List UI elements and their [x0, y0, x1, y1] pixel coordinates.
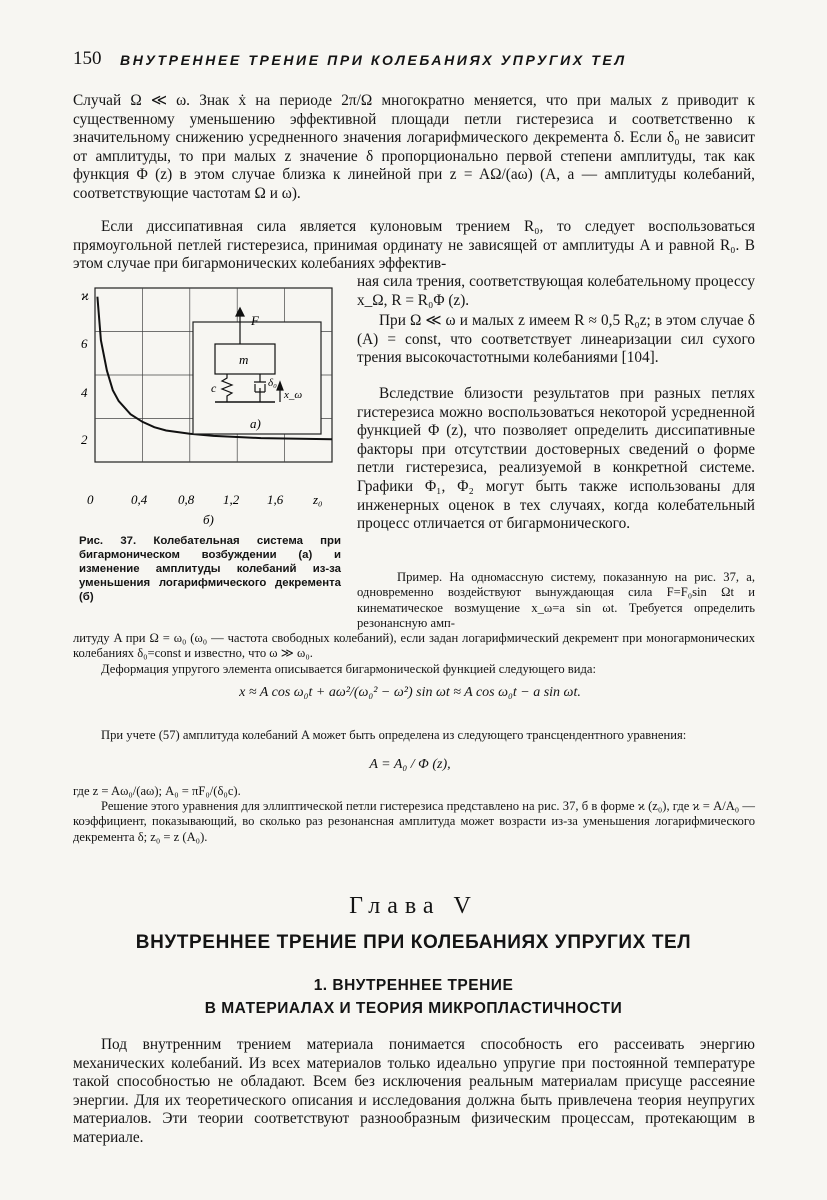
page-number: 150	[73, 48, 102, 69]
figure-part-a-label: a)	[250, 416, 261, 431]
y-tick-4: 4	[81, 385, 88, 400]
chapter-title: ВНУТРЕННЕЕ ТРЕНИЕ ПРИ КОЛЕБАНИЯХ УПРУГИХ ТЕЛ	[135, 932, 692, 953]
force-label: F	[251, 313, 259, 328]
example-continued: литуду A при Ω = ω₀ (ω₀ — частота свободных колебаний), если задан логарифмический декремент при моногармонических колебаниях δ₀=const и известно, что ω ≫ ω₀.	[73, 631, 755, 661]
example-where: где z = Aω₀/(aω); A₀ = πF₀/(δ₀c).	[73, 784, 241, 798]
figure-part-b-label: б)	[203, 512, 214, 527]
example-deformation: Деформация упругого элемента описывается бигармонической функцией следующего вида:	[101, 662, 596, 676]
example-solution: Решение этого уравнения для эллиптической петли гистерезиса представлено на рис. 37, б в форме ϰ (z₀), где ϰ = A/A₀ — коэффициент, показывающий, во сколько раз резонансная амплитуда может возрасти из-за уменьшения логарифмического декремента δ; z₀ = z (A₀).	[73, 799, 755, 844]
x-tick-0-4: 0,4	[131, 492, 148, 507]
equation-amplitude: A = A₀ / Φ (z),	[369, 757, 451, 772]
example-transcendental: При учете (57) амплитуда колебаний A может быть определена из следующего трансцендентного уравнения:	[101, 728, 687, 742]
figure-caption: Рис. 37. Колебательная система при бигармоническом возбуждении (a) и изменение амплитуды колебаний из-за уменьшения логарифмического декремента (б)	[79, 535, 341, 603]
x-tick-0: 0	[87, 492, 94, 507]
chapter-label: Глава V	[349, 893, 478, 919]
x-axis-label: z₀	[313, 492, 323, 507]
paragraph-small-z: При Ω ≪ ω и малых z имеем R ≈ 0,5 R₀z; в этом случае δ (A) = const, что соответствует линеаризации сил сухого трения высокочастотными колебаниями [104].	[357, 312, 755, 367]
y-axis-label: ϰ	[81, 289, 89, 304]
spring-label: c	[211, 381, 217, 395]
figure-37	[75, 282, 350, 532]
kinematic-label: x_ω	[284, 389, 303, 401]
equation-deformation: x ≈ A cos ω₀t + aω²/(ω₀² − ω²) sin ωt ≈ A cos ω₀t − a sin ωt.	[239, 685, 581, 700]
running-title: ВНУТРЕННЕЕ ТРЕНИЕ ПРИ КОЛЕБАНИЯХ УПРУГИХ ТЕЛ	[120, 52, 627, 68]
paragraph-coulomb: Если диссипативная сила является кулоновым трением R₀, то следует воспользоваться прямоугольной петлей гистерезиса, принимая ординату не зависящей от амплитуды A и равной R₀. В этом случае при бигармонических колебаниях эффектив-	[73, 218, 755, 273]
section-title-line1: 1. ВНУТРЕННЕЕ ТРЕНИЕ	[313, 977, 514, 994]
example-intro: Пример. На одномассную систему, показанную на рис. 37, a, одновременно воздействуют вынуждающая сила F=F₀sin Ωt и кинематическое возмущение x_ω=a sin ωt. Требуется определить резонансную амп-	[357, 570, 755, 631]
x-tick-0-8: 0,8	[178, 492, 195, 507]
paragraph-averaged: Вследствие близости результатов при разных петлях гистерезиса можно воспользоваться некоторой усредненной функцией Φ (z), что позволяет определить диссипативные факторы при отсутствии достоверных сведений о форме петли гистерезиса, реализуемой в конкретной системе. Графики Φ₁, Φ₂ могут быть также использованы для инженерных оценок в тех случаях, когда колебательный процесс отличается от бигармонического.	[357, 385, 755, 533]
x-tick-1-2: 1,2	[223, 492, 240, 507]
y-tick-2: 2	[81, 432, 88, 447]
damper-label: δ₀	[268, 377, 277, 389]
paragraph-case-omega: Случай Ω ≪ ω. Знак ẋ на периоде 2π/Ω многократно меняется, что при малых z приводит к существенному уменьшению эффективной площади петли гистерезиса и соответственно к значительному снижению усредненного значения логарифмического декремента δ. Если δ₀ не зависит от амплитуды, то при малых z значение δ пропорционально первой степени амплитуды, так как функция Φ (z) в этом случае близка к линейной при z = AΩ/(aω) (A, a — амплитуды колебаний, соответствующие частотам Ω и ω).	[73, 92, 755, 202]
paragraph-internal-friction: Под внутренним трением материала понимается способность его рассеивать энергию механических колебаний. Из всех материалов только идеально упругие при постоянной температуре такой способностью не обладают. Всем без исключения реальным материалам присуще рассеяние энергии. Для их теоретического описания и исследования должна быть привлечена теория неупругих материалов. Эти теории соответствуют разнообразным физическим процессам, протекающим в материале.	[73, 1036, 755, 1146]
x-tick-1-6: 1,6	[267, 492, 284, 507]
section-title-line2: В МАТЕРИАЛАХ И ТЕОРИЯ МИКРОПЛАСТИЧНОСТИ	[204, 1000, 623, 1017]
mass-label: m	[239, 352, 249, 367]
y-tick-6: 6	[81, 336, 88, 351]
paragraph-coulomb-cont: ная сила трения, соответствующая колебательному процессу x_Ω, R = R₀Φ (z).	[357, 273, 755, 309]
